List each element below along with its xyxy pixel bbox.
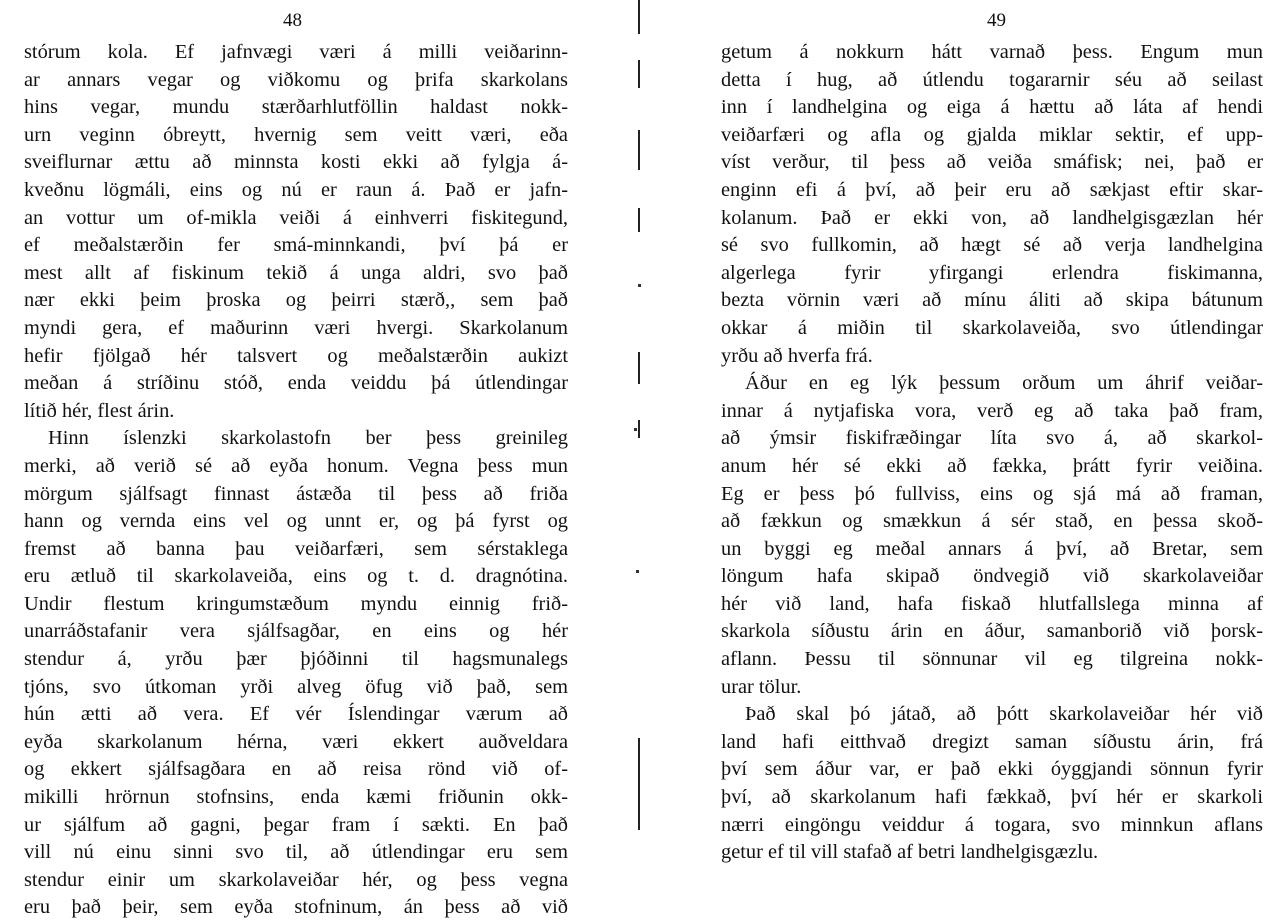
text-line: Eg er þess þó fullviss, eins og sjá má að framan, <box>721 482 1263 505</box>
text-line: hins vegar, mundu stærðarhlutföllin haldast nokk- <box>24 96 568 119</box>
text-line: algerlega fyrir yfirgangi erlendra fiskimanna, <box>721 261 1263 284</box>
text-line: fremst að banna þau veiðarfæri, sem sérstaklega <box>24 537 568 560</box>
text-line: stórum kola. Ef jafnvægi væri á milli veiðarinn- <box>24 41 568 63</box>
text-line: lítið hér, flest árin. <box>24 399 175 422</box>
text-line: mörgum sjálfsagt finnast ástæða til þess að friða <box>24 482 568 505</box>
text-line: getum á nokkurn hátt varnað þess. Engum mun <box>721 41 1263 63</box>
text-line: Undir flestum kringumstæðum myndu einnig frið- <box>24 592 568 615</box>
text-line: því, að skarkolanum hafi fækkað, því hér er skarkoli <box>721 786 1263 809</box>
text-line: stendur á, yrðu þær þjóðinni til hagsmunalegs <box>24 648 568 671</box>
text-line: sé svo fullkomin, að hægt sé að verja landhelgina <box>721 234 1263 257</box>
text-line: vill nú einu sinni svo til, að útlendingar eru sem <box>24 841 568 864</box>
text-line: eyða skarkolanum hérna, væri ekkert auðveldara <box>24 730 568 753</box>
text-line: skarkola síðustu árin en áður, samanborið við þorsk- <box>721 620 1263 643</box>
text-line: mikilli hrörnun stofnsins, enda kæmi friðunin okk- <box>24 786 568 809</box>
text-line: eru það þeir, sem eyða stofninum, án þess að við <box>24 896 568 919</box>
text-line: unarráðstafanir vera sjálfsagðar, en eins og hér <box>24 620 568 643</box>
text-line: að ýmsir fiskifræðingar líta svo á, að skarkol- <box>721 427 1263 450</box>
text-line: enginn efi á því, að þeir eru að sækjast eftir skar- <box>721 178 1263 201</box>
left-page-text <box>24 39 568 922</box>
text-line: kolanum. Það er ekki von, að landhelgisgæzlan hér <box>721 206 1263 229</box>
text-line: hann og vernda eins vel og unnt er, og þá fyrst og <box>24 510 568 533</box>
text-line: urn veginn óbreytt, hvernig sem veitt væri, eða <box>24 123 568 146</box>
page-number-left: 48 <box>283 10 302 31</box>
text-line: ur sjálfum að gagni, þegar fram í sækti. En það <box>24 813 568 836</box>
page-number-right: 49 <box>987 10 1006 31</box>
left-page <box>0 0 620 919</box>
right-page <box>650 0 1278 908</box>
text-line: innar á nytjafiska vora, verð eg að taka það fram, <box>721 399 1263 422</box>
text-line: að fækkun og smækkun á sér stað, en þessa skoð- <box>721 510 1263 533</box>
text-line: því sem áður var, er það ekki óyggjandi sönnun fyrir <box>721 758 1263 781</box>
text-line: stendur einir um skarkolaveiðar hér, og þess vegna <box>24 868 568 891</box>
text-line: ef meðalstærðin fer smá-minnkandi, því þá er <box>24 234 568 257</box>
text-line: eru ætluð til skarkolaveiða, eins og t. d. dragnótina. <box>24 565 568 588</box>
text-line: nærri eingöngu veiddur á togara, svo minnkun aflans <box>721 813 1263 836</box>
text-line: urar tölur. <box>721 675 802 698</box>
text-line: tjóns, svo útkoman yrði alveg öfug við það, sem <box>24 675 568 698</box>
text-line: bezta vörnin væri að mínu áliti að skipa bátunum <box>721 289 1263 312</box>
text-line: getur ef til vill stafað af betri landhelgisgæzlu. <box>721 841 1099 864</box>
text-line: Það skal þó játað, að þótt skarkolaveiðar hér við <box>745 703 1263 726</box>
text-line: Áður en eg lýk þessum orðum um áhrif veiðar- <box>745 372 1263 395</box>
text-line: hér við land, hafa fiskað hlutfallslega minna af <box>721 592 1263 615</box>
right-page-text <box>721 39 1263 867</box>
text-line: sveiflurnar ættu að minnsta kosti ekki að fylgja á- <box>24 151 568 174</box>
text-line: löngum hafa skipað öndvegið við skarkolaveiðar <box>721 565 1263 588</box>
text-line: ar annars vegar og viðkomu og þrifa skarkolans <box>24 68 568 91</box>
text-line: víst verður, til þess að veiða smáfisk; nei, það er <box>721 151 1263 174</box>
text-line: aflann. Þessu til sönnunar vil eg tilgreina nokk- <box>721 648 1263 671</box>
text-line: og ekkert sjálfsagðara en að reisa rönd við of- <box>24 758 568 781</box>
text-line: veiðarfæri og afla og gjalda miklar sektir, ef upp- <box>721 123 1263 146</box>
text-line: myndi gera, ef maðurinn væri hvergi. Skarkolanum <box>24 316 568 339</box>
text-line: anum hér sé ekki að fækka, þrátt fyrir veiðina. <box>721 454 1263 477</box>
text-line: okkar á miðin til skarkolaveiða, svo útlendingar <box>721 316 1263 339</box>
text-line: detta í hug, að útlendu togararnir séu að seilast <box>721 68 1263 91</box>
text-line: nær ekki þeim þroska og þeirri stærð,, sem það <box>24 289 568 312</box>
text-line: mest allt af fiskinum tekið á unga aldri, svo það <box>24 261 568 284</box>
text-line: hún ætti að vera. Ef vér Íslendingar værum að <box>24 703 568 726</box>
text-line: an vottur um of-mikla veiði á einhverri fiskitegund, <box>24 206 568 229</box>
text-line: merki, að verið sé að eyða honum. Vegna þess mun <box>24 454 568 477</box>
book-gutter <box>638 0 640 908</box>
text-line: land hafi eitthvað dregizt saman síðustu árin, frá <box>721 730 1263 753</box>
text-line: kveðnu lögmáli, eins og nú er raun á. Það er jafn- <box>24 178 568 201</box>
text-line: meðan á stríðinu stóð, enda veiddu þá útlendingar <box>24 372 568 395</box>
text-line: un byggi eg meðal annars á því, að Bretar, sem <box>721 537 1263 560</box>
text-line: Hinn íslenzki skarkolastofn ber þess greinileg <box>48 427 568 450</box>
text-line: hefir fjölgað hér talsvert og meðalstærðin aukizt <box>24 344 568 367</box>
text-line: yrðu að hverfa frá. <box>721 344 873 367</box>
text-line: inn í landhelgina og eiga á hættu að láta af hendi <box>721 96 1263 119</box>
